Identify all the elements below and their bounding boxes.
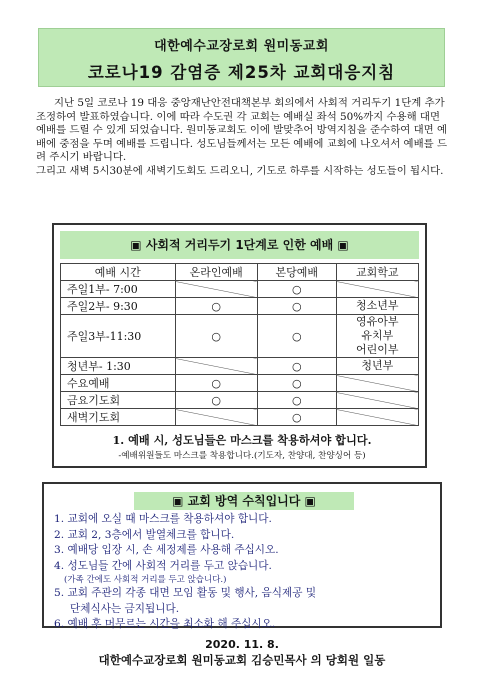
main-hall-cell: ○ xyxy=(257,392,336,409)
rules-box xyxy=(42,482,442,628)
service-time-cell: 주일2부- 9:30 xyxy=(61,298,176,315)
online-cell xyxy=(175,281,257,298)
church-name: 대한예수교장로회 원미동교회 xyxy=(154,39,329,54)
school-cell: 청소년부 xyxy=(336,298,418,315)
rule-item-continued: 단체식사는 금지됩니다. xyxy=(70,602,180,615)
table-row xyxy=(61,358,419,375)
service-time-cell: 주일3부-11:30 xyxy=(61,315,176,358)
online-cell: ○ xyxy=(175,392,257,409)
rule-item: 1. 교회에 오실 때 마스크를 착용하셔야 합니다. xyxy=(54,513,272,525)
table-row xyxy=(61,392,419,409)
service-time-cell: 금요기도회 xyxy=(61,392,176,409)
intro-paragraph-1: 지난 5일 코로나 19 대응 중앙재난안전대책본부 회의에서 사회적 거리두기 1단계 추가 조정하여 발표하였습니다. 이에 따라 수도권 각 교회는 예배실 좌석 50%까지 수용해 대면 예배를 드릴 수 있게 되었습니다. 원미동교회도 이에 발맞추어 방역지침을 준수하여 대면 예배에 중점을 두며 예배를 드립니다. 성도님들께서는 모든 예배에 교회에 나오셔서 예배를 드려 주시기 바랍니다. xyxy=(36,97,448,163)
document-date: 2020. 11. 8. xyxy=(205,638,279,651)
rule-item: 6. 예배 후 머무르는 시간을 최소화 해 주십시오. xyxy=(54,618,276,630)
service-time-cell: 새벽기도회 xyxy=(61,409,176,426)
rule-item: 4. 성도님들 간에 사회적 거리를 두고 앉습니다. xyxy=(54,559,272,572)
intro-paragraph-2: 그리고 새벽 5시30분에 새벽기도회도 드리오니, 기도로 하루를 시작하는 성도들이 됩시다. xyxy=(36,164,444,177)
online-cell: ○ xyxy=(175,298,257,315)
table-row xyxy=(61,409,419,426)
online-cell: ○ xyxy=(175,315,257,358)
main-hall-cell: ○ xyxy=(257,375,336,392)
service-time-cell: 수요예배 xyxy=(61,375,176,392)
school-cell xyxy=(336,281,418,298)
school-cell: 영유아부 유치부 어린이부 xyxy=(336,315,418,358)
school-cell xyxy=(336,375,418,392)
service-time-cell: 청년부- 1:30 xyxy=(61,358,176,375)
rules-list xyxy=(54,512,434,633)
rule-item: 3. 예배당 입장 시, 손 세정제를 사용해 주십시오. xyxy=(54,544,279,556)
school-cell xyxy=(336,409,418,426)
main-hall-cell: ○ xyxy=(257,409,336,426)
worship-heading: ▣ 사회적 거리두기 1단계로 인한 예배 ▣ xyxy=(60,231,419,259)
rule-subnote: (가족 간에도 사회적 거리를 두고 앉습니다.) xyxy=(64,575,227,585)
col-online: 온라인예배 xyxy=(175,264,257,281)
header-banner xyxy=(38,28,445,87)
table-row xyxy=(61,375,419,392)
table-header-row xyxy=(61,264,419,281)
service-time-cell: 주일1부- 7:00 xyxy=(61,281,176,298)
col-main: 본당예배 xyxy=(257,264,336,281)
online-cell xyxy=(175,358,257,375)
col-school: 교회학교 xyxy=(336,264,418,281)
rule-item: 5. 교회 주관의 각종 대면 모임 활동 및 행사, 음식제공 및 xyxy=(54,587,317,599)
table-row xyxy=(61,315,419,358)
school-cell xyxy=(336,392,418,409)
main-hall-cell: ○ xyxy=(257,315,336,358)
online-cell: ○ xyxy=(175,375,257,392)
table-row xyxy=(61,298,419,315)
mask-note: 1. 예배 시, 성도님들은 마스크를 착용하셔야 합니다. xyxy=(112,433,372,447)
table-row xyxy=(61,281,419,298)
intro-text xyxy=(36,97,449,178)
main-hall-cell: ○ xyxy=(257,281,336,298)
school-cell: 청년부 xyxy=(336,358,418,375)
page-title: 코로나19 감염증 제25차 교회대응지침 xyxy=(87,63,396,82)
mask-subnote: -예배위원들도 마스크를 착용합니다.(기도자, 찬양대, 찬양싱어 등) xyxy=(118,451,366,461)
col-time: 예배 시간 xyxy=(61,264,176,281)
signature-line: 대한예수교장로회 원미동교회 김승민목사 의 당회원 일동 xyxy=(98,653,386,667)
online-cell xyxy=(175,409,257,426)
rule-item: 2. 교회 2, 3층에서 발열체크를 합니다. xyxy=(54,528,235,541)
rules-heading: ▣ 교회 방역 수칙입니다 ▣ xyxy=(134,492,354,510)
main-hall-cell: ○ xyxy=(257,298,336,315)
worship-table xyxy=(60,263,419,426)
main-hall-cell: ○ xyxy=(257,358,336,375)
